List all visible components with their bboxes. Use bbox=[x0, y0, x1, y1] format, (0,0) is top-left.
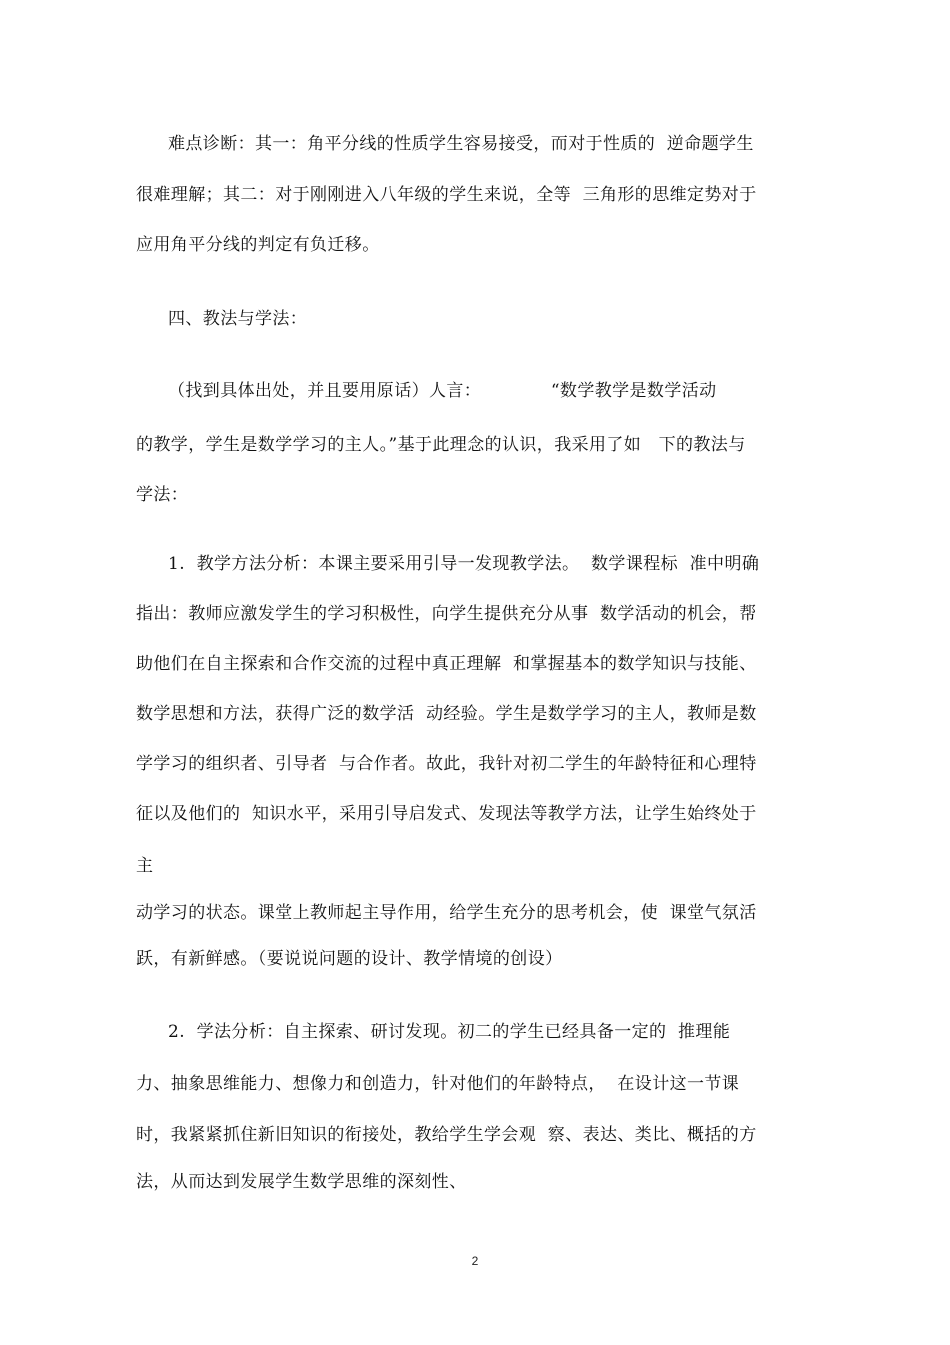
paragraph-line: 法，从而达到发展学生数学思维的深刻性、 bbox=[136, 1172, 467, 1192]
paragraph-line: （找到具体出处，并且要用原话）人言： “数学教学是数学活动 bbox=[168, 381, 717, 401]
paragraph-line: 的教学，学生是数学学习的主人。”基于此理念的认识，我采用了如 下的教法与 bbox=[136, 435, 746, 455]
paragraph-line: 时，我紧紧抓住新旧知识的衔接处，教给学生学会观 察、表达、类比、概括的方 bbox=[136, 1125, 757, 1145]
paragraph-line: 跃，有新鲜感。（要说说问题的设计、教学情境的创设） bbox=[136, 949, 563, 969]
paragraph-line: 应用角平分线的判定有负迁移。 bbox=[136, 235, 380, 255]
paragraph-line: 助他们在自主探索和合作交流的过程中真正理解 和掌握基本的数学知识与技能、 bbox=[136, 654, 757, 674]
paragraph-line: 难点诊断：其一：角平分线的性质学生容易接受，而对于性质的 逆命题学生 bbox=[168, 134, 754, 154]
paragraph-line: 数学思想和方法，获得广泛的数学活 动经验。学生是数学学习的主人，教师是数 bbox=[136, 704, 757, 724]
paragraph-line: 指出：教师应激发学生的学习积极性，向学生提供充分从事 数学活动的机会，帮 bbox=[136, 604, 757, 624]
paragraph-line: 学法： bbox=[136, 485, 189, 505]
paragraph-line: 很难理解；其二：对于刚刚进入八年级的学生来说，全等 三角形的思维定势对于 bbox=[136, 185, 757, 205]
paragraph-line: 2. 学法分析：自主探索、研讨发现。初二的学生已经具备一定的 推理能 bbox=[168, 1022, 731, 1042]
page-number: 2 bbox=[471, 1254, 479, 1268]
paragraph-line: 动学习的状态。课堂上教师起主导作用，给学生充分的思考机会，使 课堂气氛活 bbox=[136, 903, 757, 923]
paragraph-line: 主 bbox=[136, 856, 154, 876]
paragraph-line: 1. 教学方法分析：本课主要采用引导一发现教学法。 数学课程标 准中明确 bbox=[168, 554, 760, 574]
paragraph-line: 征以及他们的 知识水平，采用引导启发式、发现法等教学方法，让学生始终处于 bbox=[136, 804, 757, 824]
paragraph-line: 力、抽象思维能力、想像力和创造力，针对他们的年龄特点， 在设计这一节课 bbox=[136, 1074, 740, 1094]
section-heading: 四、教法与学法： bbox=[168, 309, 308, 329]
paragraph-line: 学学习的组织者、引导者 与合作者。故此，我针对初二学生的年龄特征和心理特 bbox=[136, 754, 757, 774]
